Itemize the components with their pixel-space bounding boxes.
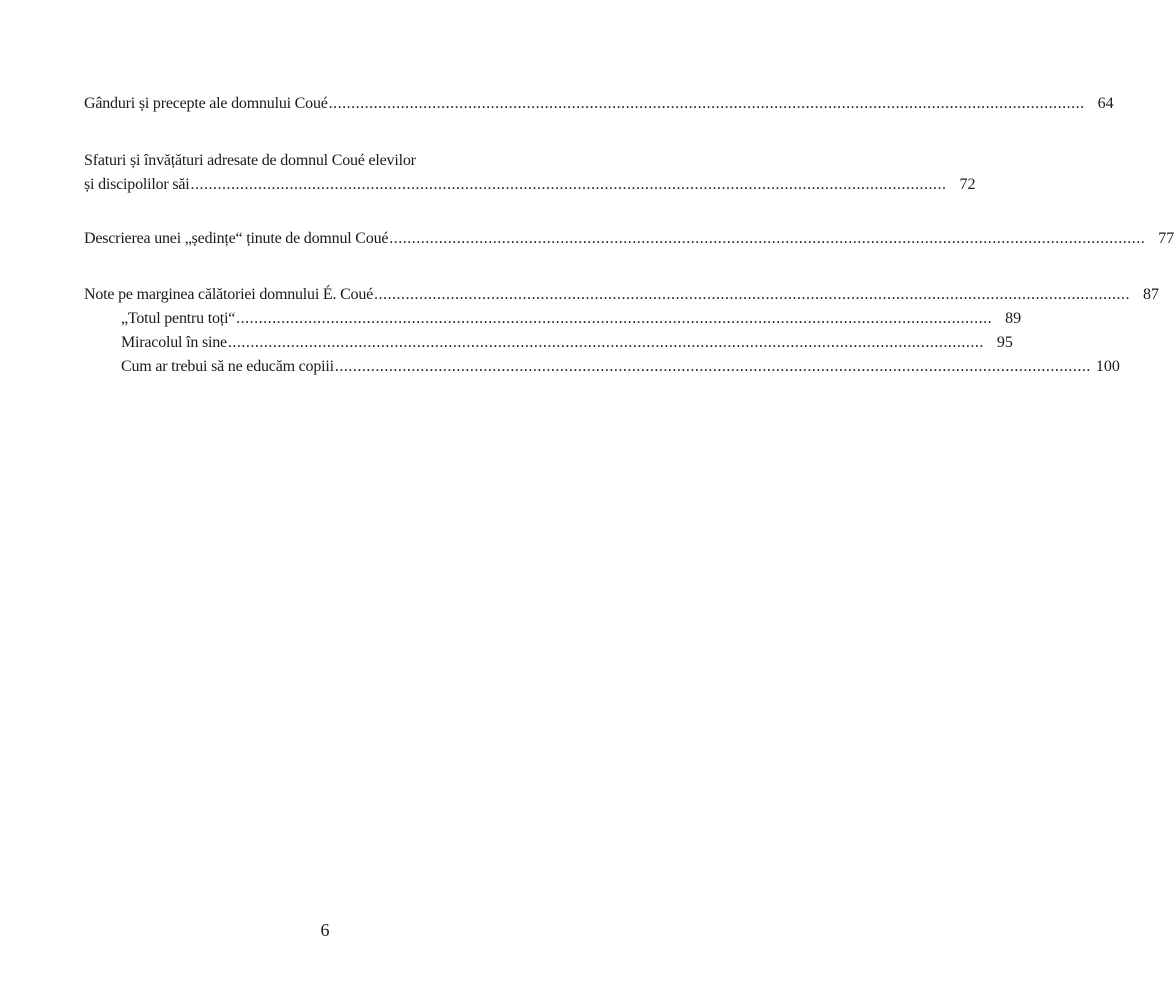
toc-entry-title: Note pe marginea călătoriei domnului É. Coué: [84, 286, 374, 303]
toc-dot-leader: ........................................................................................................................................................................: [227, 334, 984, 351]
toc-entry-page: 77: [1158, 230, 1174, 247]
toc-dot-leader: ........................................................................................................................................................................: [236, 310, 993, 327]
toc-entry-page: 64: [1097, 95, 1114, 112]
toc-dot-leader: ........................................................................................................................................................................: [190, 176, 947, 193]
toc-subentry-page: 95: [996, 334, 1013, 351]
toc-dot-leader: ........................................................................................................................................................................: [334, 358, 1091, 375]
toc-subentry-cum[interactable]: [84, 355, 1120, 379]
toc-subentry-page: 100: [1095, 358, 1120, 375]
toc-entry-ganduri[interactable]: [84, 92, 1114, 116]
toc-entry-page: 87: [1143, 286, 1160, 303]
toc-subentry-totul[interactable]: [84, 307, 1022, 331]
page-number: 6: [320, 920, 330, 940]
toc-subentry-title: Cum ar trebui să ne educăm copiii: [121, 358, 334, 375]
toc-entry-title: Descrierea unei „ședințe“ ținute de domnul Coué: [84, 230, 389, 247]
toc-entry-descrierea[interactable]: [84, 227, 1174, 251]
toc-subentry-title: „Totul pentru toți“: [121, 310, 236, 327]
toc-dot-leader: ........................................................................................................................................................................: [374, 286, 1131, 303]
toc-entry-title: Gânduri și precepte ale domnului Coué: [84, 95, 328, 112]
toc-entry-title-line1: Sfaturi și învățături adresate de domnul Coué elevilor: [84, 152, 416, 169]
toc-dot-leader: ........................................................................................................................................................................: [328, 95, 1085, 112]
toc-entry-title-line2: și discipolilor săi: [84, 176, 190, 193]
toc-subentry-page: 89: [1005, 310, 1022, 327]
toc-dot-leader: ........................................................................................................................................................................: [389, 230, 1146, 247]
toc-entry-page: 72: [959, 176, 976, 193]
toc-subentry-title: Miracolul în sine: [121, 334, 227, 351]
table-of-contents: [84, 92, 1174, 379]
toc-subentry-miracolul[interactable]: [84, 331, 1013, 355]
toc-entry-note[interactable]: [84, 283, 1160, 307]
toc-entry-sfaturi[interactable]: [84, 149, 976, 197]
